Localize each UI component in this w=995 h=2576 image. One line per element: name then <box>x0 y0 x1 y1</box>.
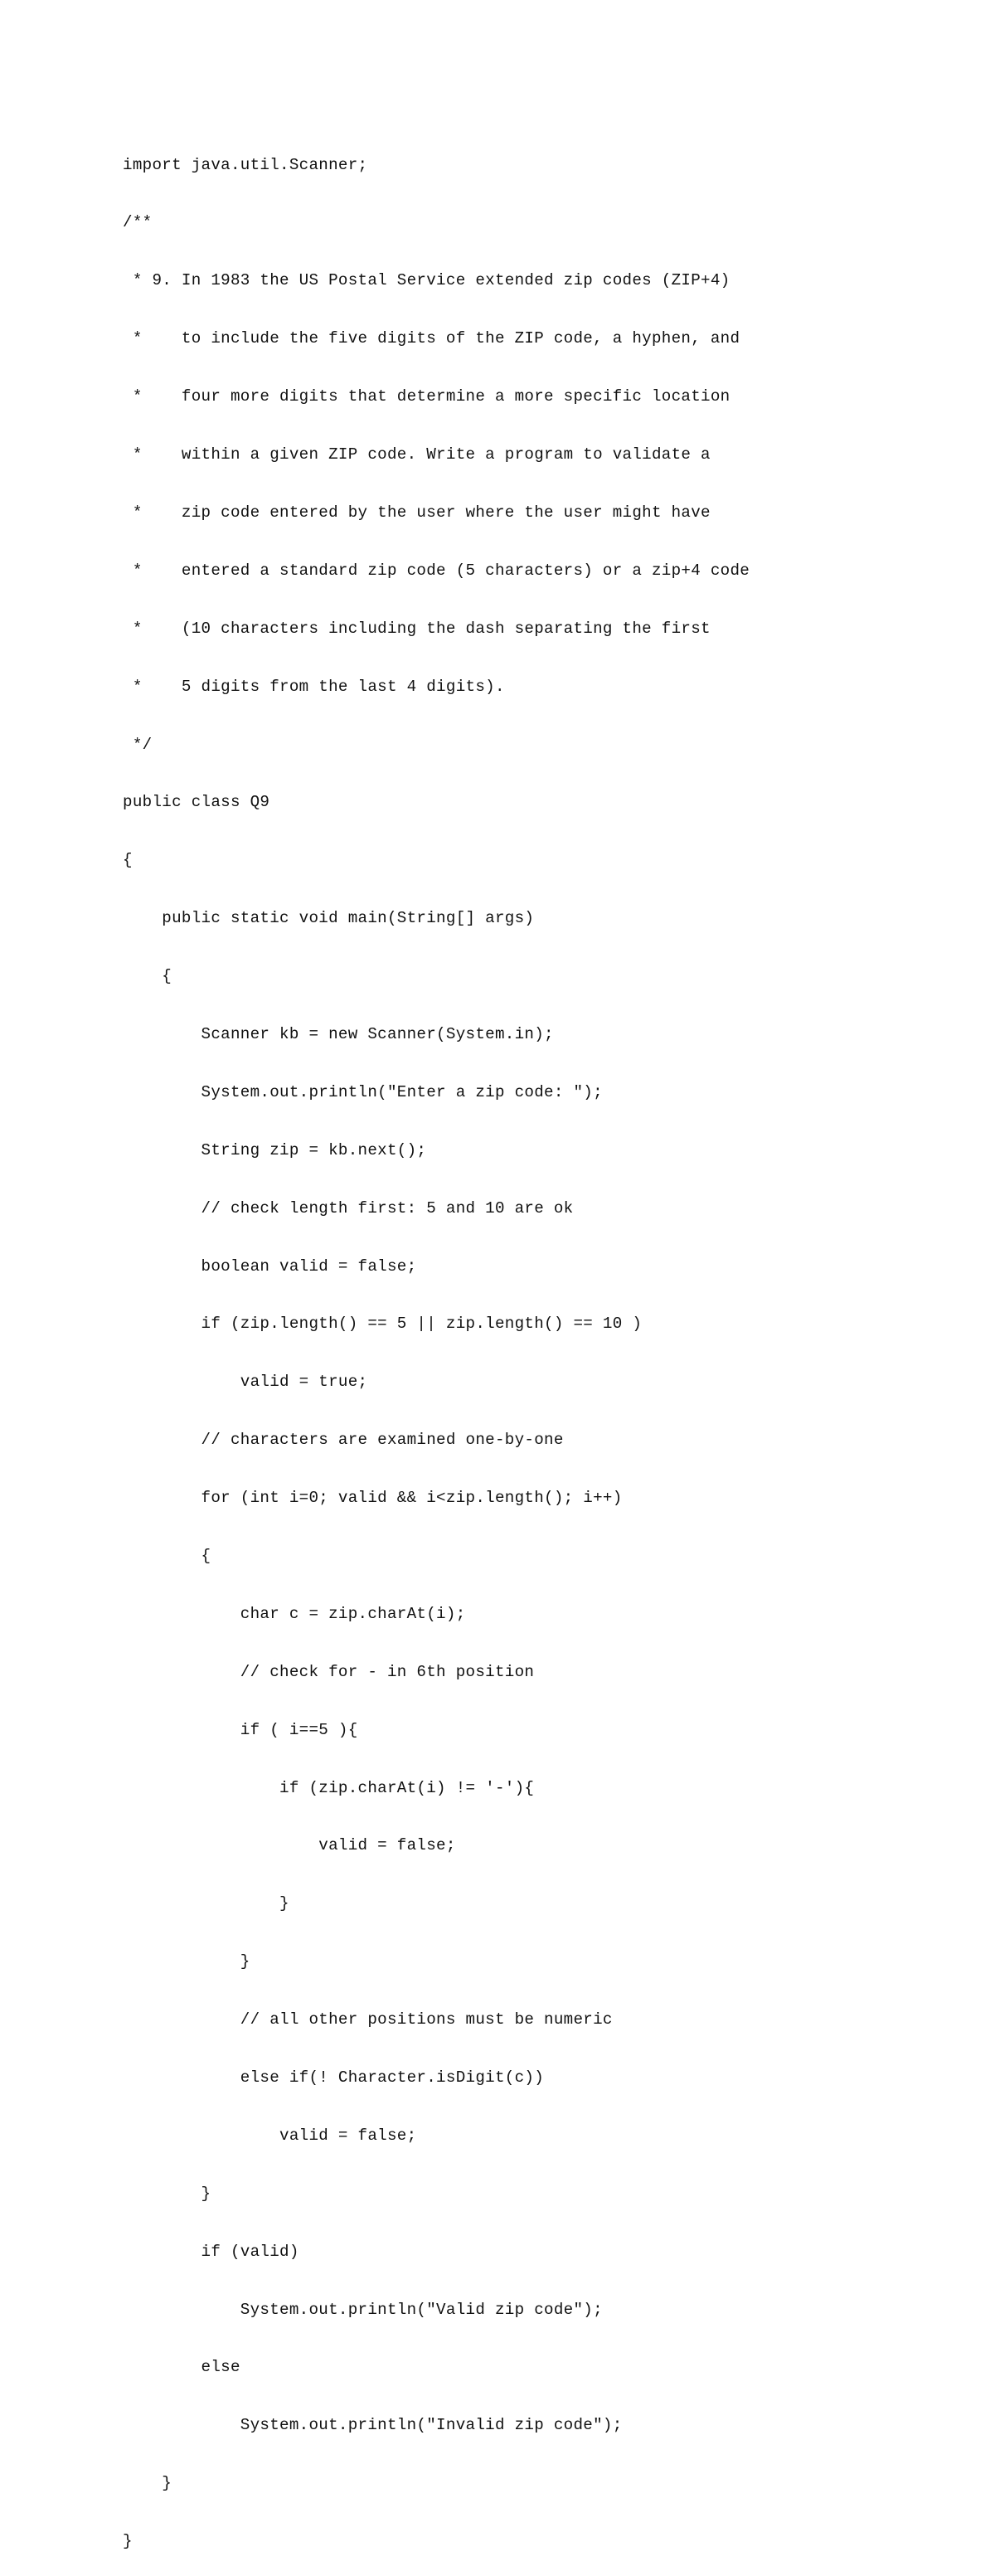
code-line: * 9. In 1983 the US Postal Service extended zip codes (ZIP+4) <box>123 271 730 290</box>
code-line: else <box>123 2358 240 2377</box>
code-line: import java.util.Scanner; <box>123 155 368 174</box>
code-line: public class Q9 <box>123 793 270 812</box>
code-line: } <box>123 1894 289 1913</box>
code-line: } <box>123 2184 211 2203</box>
code-line: char c = zip.charAt(i); <box>123 1604 466 1623</box>
code-line: for (int i=0; valid && i<zip.length(); i++) <box>123 1489 623 1508</box>
code-line: if (zip.length() == 5 || zip.length() == 10 ) <box>123 1315 643 1334</box>
code-line: * four more digits that determine a more specific location <box>123 387 730 406</box>
code-line: // characters are examined one-by-one <box>123 1431 564 1450</box>
code-line: // check length first: 5 and 10 are ok <box>123 1198 574 1218</box>
code-line: public static void main(String[] args) <box>123 909 535 928</box>
code-line: if (valid) <box>123 2242 299 2261</box>
code-line: System.out.println("Valid zip code"); <box>123 2300 603 2319</box>
code-line: /** <box>123 213 153 232</box>
code-line: System.out.println("Invalid zip code"); <box>123 2416 623 2435</box>
code-line: if ( i==5 ){ <box>123 1720 358 1739</box>
code-line: { <box>123 967 172 986</box>
code-line: * within a given ZIP code. Write a program to validate a <box>123 445 711 464</box>
code-listing <box>123 117 750 2576</box>
code-line: valid = false; <box>123 1836 456 1855</box>
code-line: { <box>123 1546 211 1565</box>
code-line: { <box>123 851 133 870</box>
code-line: * to include the five digits of the ZIP code, a hyphen, and <box>123 329 740 348</box>
code-line: * 5 digits from the last 4 digits). <box>123 677 505 696</box>
code-line: // check for - in 6th position <box>123 1662 535 1681</box>
code-line: Scanner kb = new Scanner(System.in); <box>123 1024 554 1043</box>
code-line: * zip code entered by the user where the user might have <box>123 503 711 522</box>
code-line: } <box>123 2474 172 2493</box>
code-line: valid = true; <box>123 1373 368 1392</box>
code-line: else if(! Character.isDigit(c)) <box>123 2068 545 2087</box>
code-line: } <box>123 2532 133 2551</box>
code-line: } <box>123 1952 250 1971</box>
code-line: boolean valid = false; <box>123 1256 417 1276</box>
code-line: * (10 characters including the dash separating the first <box>123 619 711 638</box>
code-line: * entered a standard zip code (5 characters) or a zip+4 code <box>123 561 750 580</box>
code-line: */ <box>123 735 153 754</box>
code-line: // all other positions must be numeric <box>123 2010 613 2029</box>
code-line: valid = false; <box>123 2126 417 2145</box>
code-line: String zip = kb.next(); <box>123 1140 427 1159</box>
code-line: if (zip.charAt(i) != '-'){ <box>123 1778 535 1797</box>
code-line: System.out.println("Enter a zip code: "); <box>123 1082 603 1101</box>
